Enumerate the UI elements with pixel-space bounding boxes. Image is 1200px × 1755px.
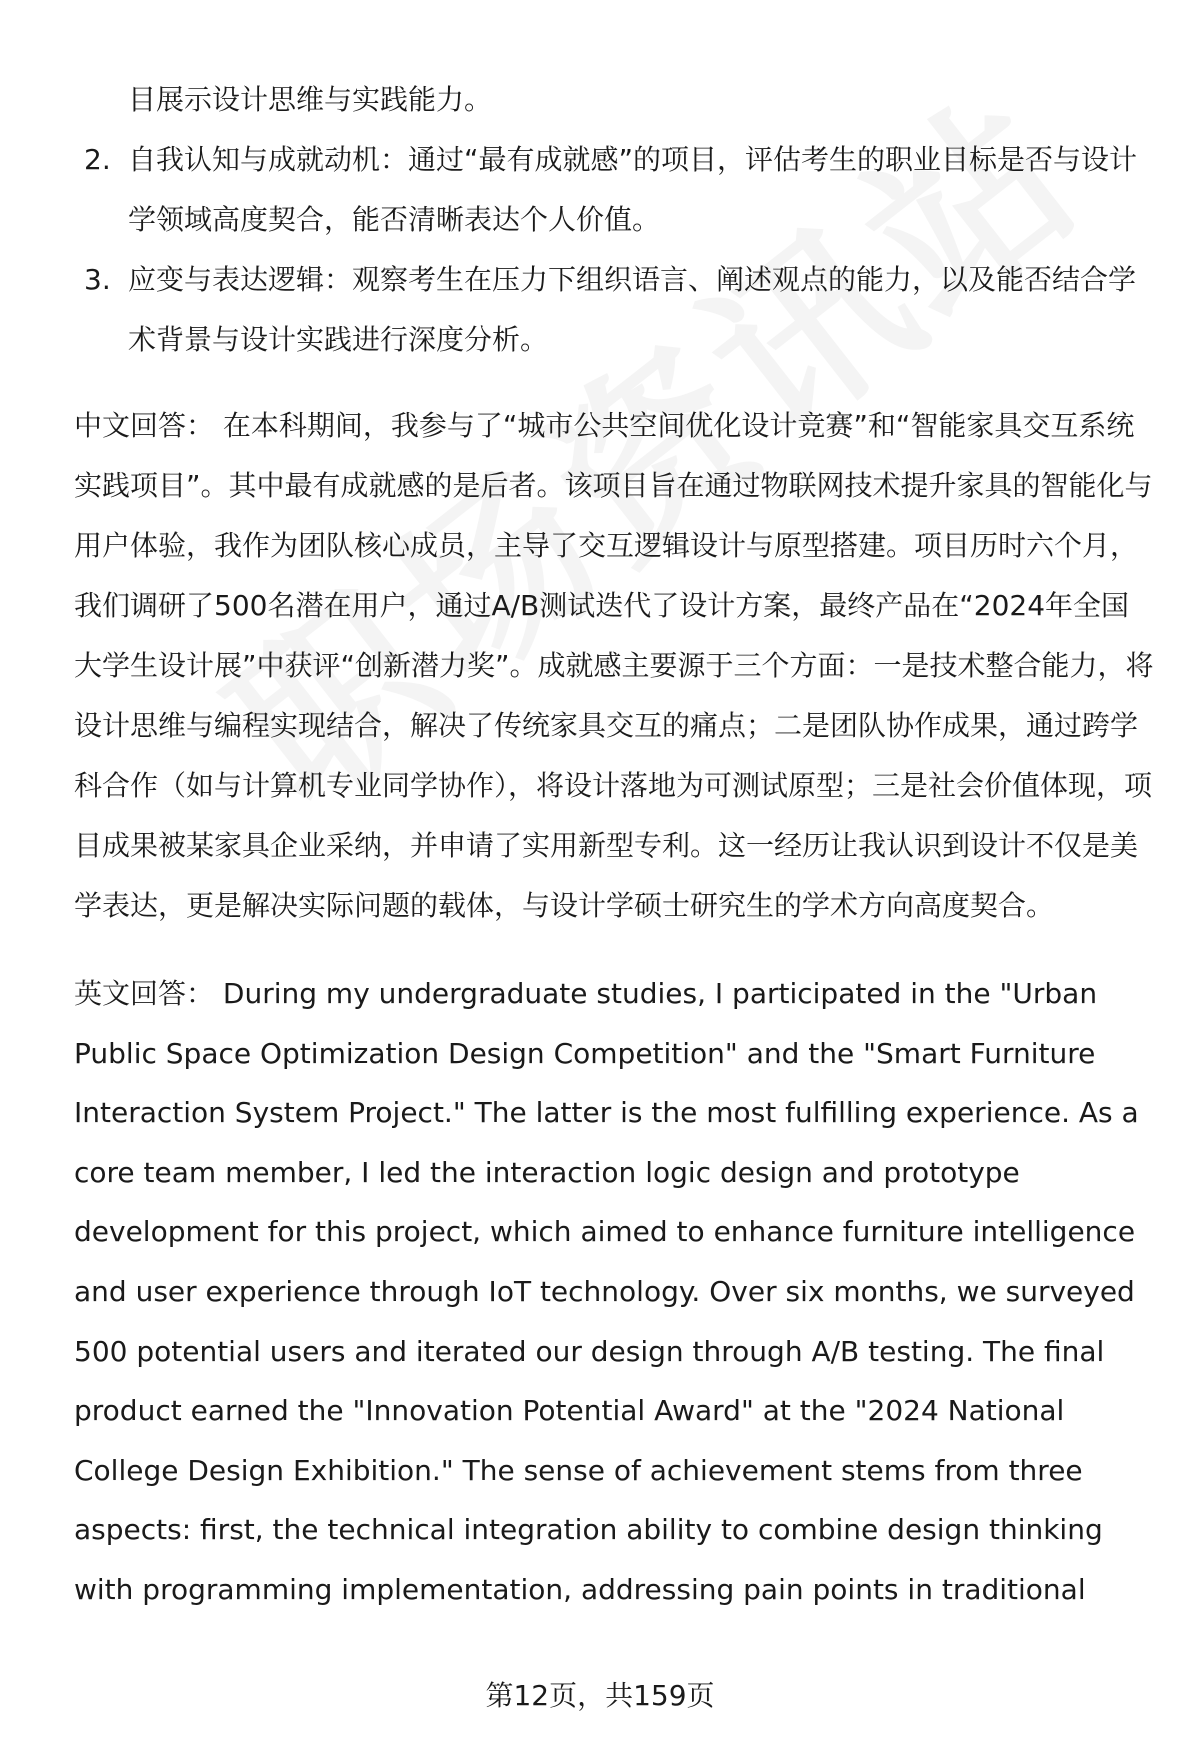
list-item-2 xyxy=(74,130,1154,250)
list-item-text: 应变与表达逻辑：观察考生在压力下组织语言、阐述观点的能力，以及能否结合学术背景与设计实践进行深度分析。 xyxy=(128,263,1137,356)
list-item-continuation: 目展示设计思维与实践能力。 xyxy=(128,83,493,116)
list-item-3 xyxy=(74,250,1154,370)
list-number: 3. xyxy=(84,263,111,296)
list-number: 2. xyxy=(84,143,111,176)
document-body xyxy=(74,70,1154,1620)
chinese-answer: 中文回答： 在本科期间，我参与了“城市公共空间优化设计竞赛”和“智能家具交互系统实践项目”。其中最有成就感的是后者。该项目旨在通过物联网技术提升家具的智能化与用户体验，我作为团队核心成员，主导了交互逻辑设计与原型搭建。项目历时六个月，我们调研了500名潜在用户，通过A/B测试迭代了设计方案，最终产品在“2024年全国大学生设计展”中获评“创新潜力奖”。成就感主要源于三个方面：一是技术整合能力，将设计思维与编程实现结合，解决了传统家具交互的痛点；二是团队协作成果，通过跨学科合作（如与计算机专业同学协作），将设计落地为可测试原型；三是社会价值体现，项目成果被某家具企业采纳，并申请了实用新型专利。这一经历让我认识到设计不仅是美学表达，更是解决实际问题的载体，与设计学硕士研究生的学术方向高度契合。 xyxy=(74,409,1154,922)
page-footer: 第12页，共159页 xyxy=(485,1679,715,1712)
english-answer: 英文回答： During my undergraduate studies, I participated in the "Urban Public Space Optimization Design Competition" and the "Smart Furniture Interaction System Project." The latter is the most fulfilling experience. As a core team member, I led the interaction logic design and prototype development for this project, which aimed to enhance furniture intelligence and user experience through IoT technology. Over six months, we surveyed 500 potential users and iterated our design through A/B testing. The final product earned the "Innovation Potential Award" at the "2024 National College Design Exhibition." The sense of achievement stems from three aspects: first, the technical integration ability to combine design thinking with programming implementation, addressing pain points in traditional xyxy=(74,977,1139,1606)
list-item-text: 自我认知与成就动机：通过“最有成就感”的项目，评估考生的职业目标是否与设计学领域高度契合，能否清晰表达个人价值。 xyxy=(128,143,1138,236)
